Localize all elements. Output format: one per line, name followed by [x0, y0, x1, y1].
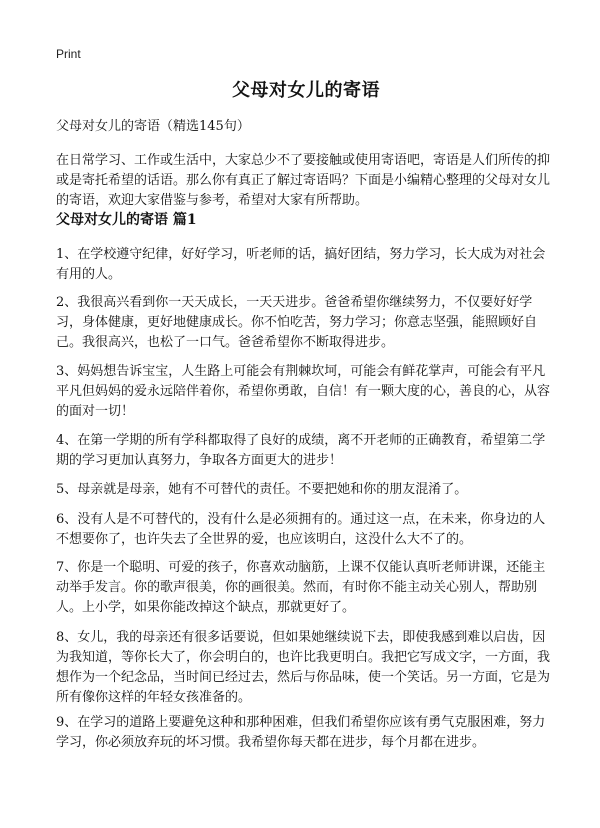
- section-heading: 父母对女儿的寄语 篇1: [56, 212, 197, 228]
- paragraph-3: 3、妈妈想告诉宝宝，人生路上可能会有荆棘坎坷，可能会有鲜花掌声，可能会有平凡平凡但妈妈的爱永远陪伴着你，希望你勇敢，自信！有一颗大度的心，善良的心，从容的面对一切！: [56, 364, 551, 419]
- paragraph-6: 6、没有人是不可替代的，没有什么是必须拥有的。通过这一点，在未来，你身边的人不想要你了，也许失去了全世界的爱，也应该明白，这没什么大不了的。: [56, 512, 546, 547]
- paragraph-2: 2、我很高兴看到你一天天成长，一天天进步。爸爸希望你继续努力，不仅要好好学习，身体健康，更好地健康成长。你不怕吃苦，努力学习；你意志坚强，能照顾好自己。我很高兴，也松了一口气。爸爸希望你不断取得进步。: [56, 295, 538, 350]
- paragraph-1: 1、在学校遵守纪律，好好学习，听老师的话，搞好团结，努力学习，长大成为对社会有用的人。: [56, 247, 546, 282]
- paragraph-5: 5、母亲就是母亲，她有不可替代的责任。不要把她和你的朋友混淆了。: [56, 482, 468, 497]
- document-subtitle: 父母对女儿的寄语（精选145句）: [56, 119, 250, 134]
- intro-paragraph: 在日常学习、工作或生活中，大家总少不了要接触或使用寄语吧，寄语是人们所传的抑或是寄托希望的话语。那么你有真正了解过寄语吗？下面是小编精心整理的父母对女儿的寄语，欢迎大家借鉴与参考，希望对大家有所帮助。: [56, 153, 551, 208]
- paragraph-9: 9、在学习的道路上要避免这种和那种困难，但我们希望你应该有勇气克服困难，努力学习，你必须放弃玩的坏习惯。我希望你每天都在进步，每个月都在进步。: [56, 715, 546, 750]
- paragraph-4: 4、在第一学期的所有学科都取得了良好的成绩，离不开老师的正确教育，希望第二学期的学习更加认真努力，争取各方面更大的进步！: [56, 433, 546, 468]
- paragraph-7: 7、你是一个聪明、可爱的孩子，你喜欢动脑筋，上课不仅能认真听老师讲课，还能主动举手发言。你的歌声很美，你的画很美。然而，有时你不能主动关心别人，帮助别人。上小学，如果你能改掉这个缺点，那就更好了。: [56, 560, 546, 615]
- print-link[interactable]: Print: [56, 47, 81, 61]
- paragraph-8: 8、女儿，我的母亲还有很多话要说，但如果她继续说下去，即使我感到难以启齿，因为我知道，等你长大了，你会明白的，也许比我更明白。我把它写成文字，一方面，我想作为一个纪念品，当时间已经过去，然后与你品味，使一个笑话。另一方面，它是为所有像你这样的年轻女孩准备的。: [56, 630, 551, 705]
- page-title: 父母对女儿的寄语: [232, 80, 380, 101]
